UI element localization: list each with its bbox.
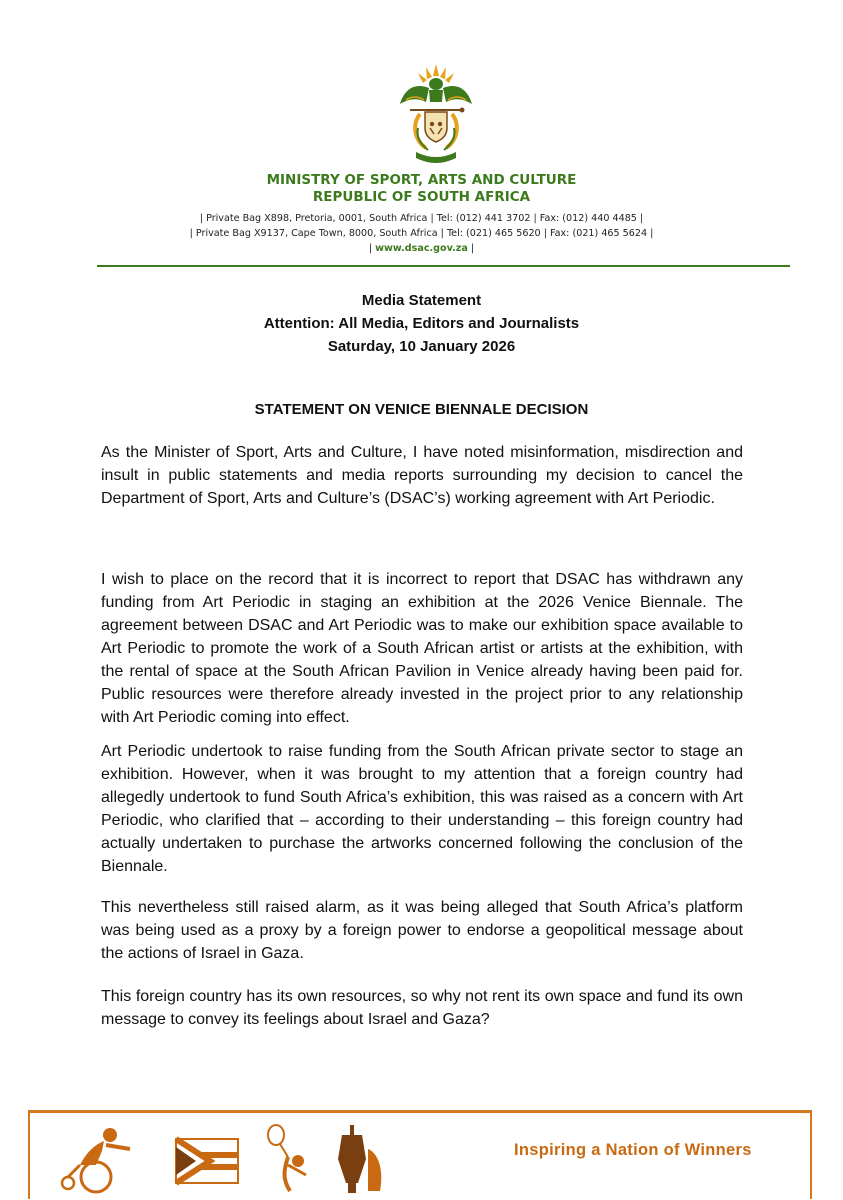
website-suffix: | [467, 243, 475, 254]
south-african-flag-icon [176, 1139, 238, 1183]
paragraph-2: I wish to place on the record that it is incorrect to report that DSAC has withdrawn any funding from Art Periodic in staging an exhibition at the 2026 Venice Biennale. The agreement between DSAC and Art Periodic was to make our exhibition space available to Art Periodic to promote the work of a South African artist or artists at the exhibition, with the rental of space at the South African Pavilion in Venice already having been paid for. Public resources were therefore already invested in the project prior to any relationship with Art Periodic coming into effect. [101, 571, 743, 726]
document-type: Media Statement [361, 292, 482, 309]
footer-banner [28, 1110, 812, 1199]
footer-tagline: Inspiring a Nation of Winners [514, 1141, 752, 1159]
wheelchair-athlete-icon [62, 1128, 130, 1192]
letterhead-divider [97, 265, 790, 267]
statement-title: STATEMENT ON VENICE BIENNALE DECISION [254, 401, 589, 418]
website-line [0, 243, 843, 254]
cape-town-address: | Private Bag X9137, Cape Town, 8000, South Africa | Tel: (021) 465 5620 | Fax: (021) 465 5624 | [189, 228, 654, 239]
tennis-player-icon [268, 1125, 306, 1191]
statement-date: Saturday, 10 January 2026 [327, 338, 516, 355]
paragraph-4: This nevertheless still raised alarm, as it was being alleged that South Africa’s platform was being used as a proxy by a foreign power to endorse a geopolitical message about the actions of Israel in Gaza. [101, 899, 743, 962]
attention-line: Attention: All Media, Editors and Journalists [263, 315, 580, 332]
ministry-name: MINISTRY OF SPORT, ARTS AND CULTURE [266, 172, 577, 188]
footer-icon-strip [50, 1119, 410, 1195]
pretoria-address: | Private Bag X898, Pretoria, 0001, South Africa | Tel: (012) 441 3702 | Fax: (012) 440 4485 | [199, 213, 644, 224]
website-link[interactable]: www.dsac.gov.za [375, 243, 468, 254]
paragraph-3: Art Periodic undertook to raise funding from the South African private sector to stage an exhibition. However, when it was brought to my attention that a foreign country had allegedly undertook to fund South Africa’s exhibition, this was raised as a concern with Art Periodic, who clarified that – according to their understanding – this foreign country had actually undertaken to purchase the artworks concerned following the conclusion of the Biennale. [101, 743, 743, 875]
country-name: REPUBLIC OF SOUTH AFRICA [312, 189, 531, 205]
paragraph-1: As the Minister of Sport, Arts and Culture, I have noted misinformation, misdirection and insult in public statements and media reports surrounding my decision to cancel the Department of Sport, Arts and Culture’s (DSAC’s) working agreement with Art Periodic. [101, 444, 743, 507]
coat-of-arms-icon [396, 62, 476, 170]
paragraph-5: This foreign country has its own resources, so why not rent its own space and fund its own message to convey its feelings about Israel and Gaza? [101, 988, 743, 1028]
website-prefix: | [368, 243, 376, 254]
fashion-mannequin-icon [338, 1125, 381, 1193]
